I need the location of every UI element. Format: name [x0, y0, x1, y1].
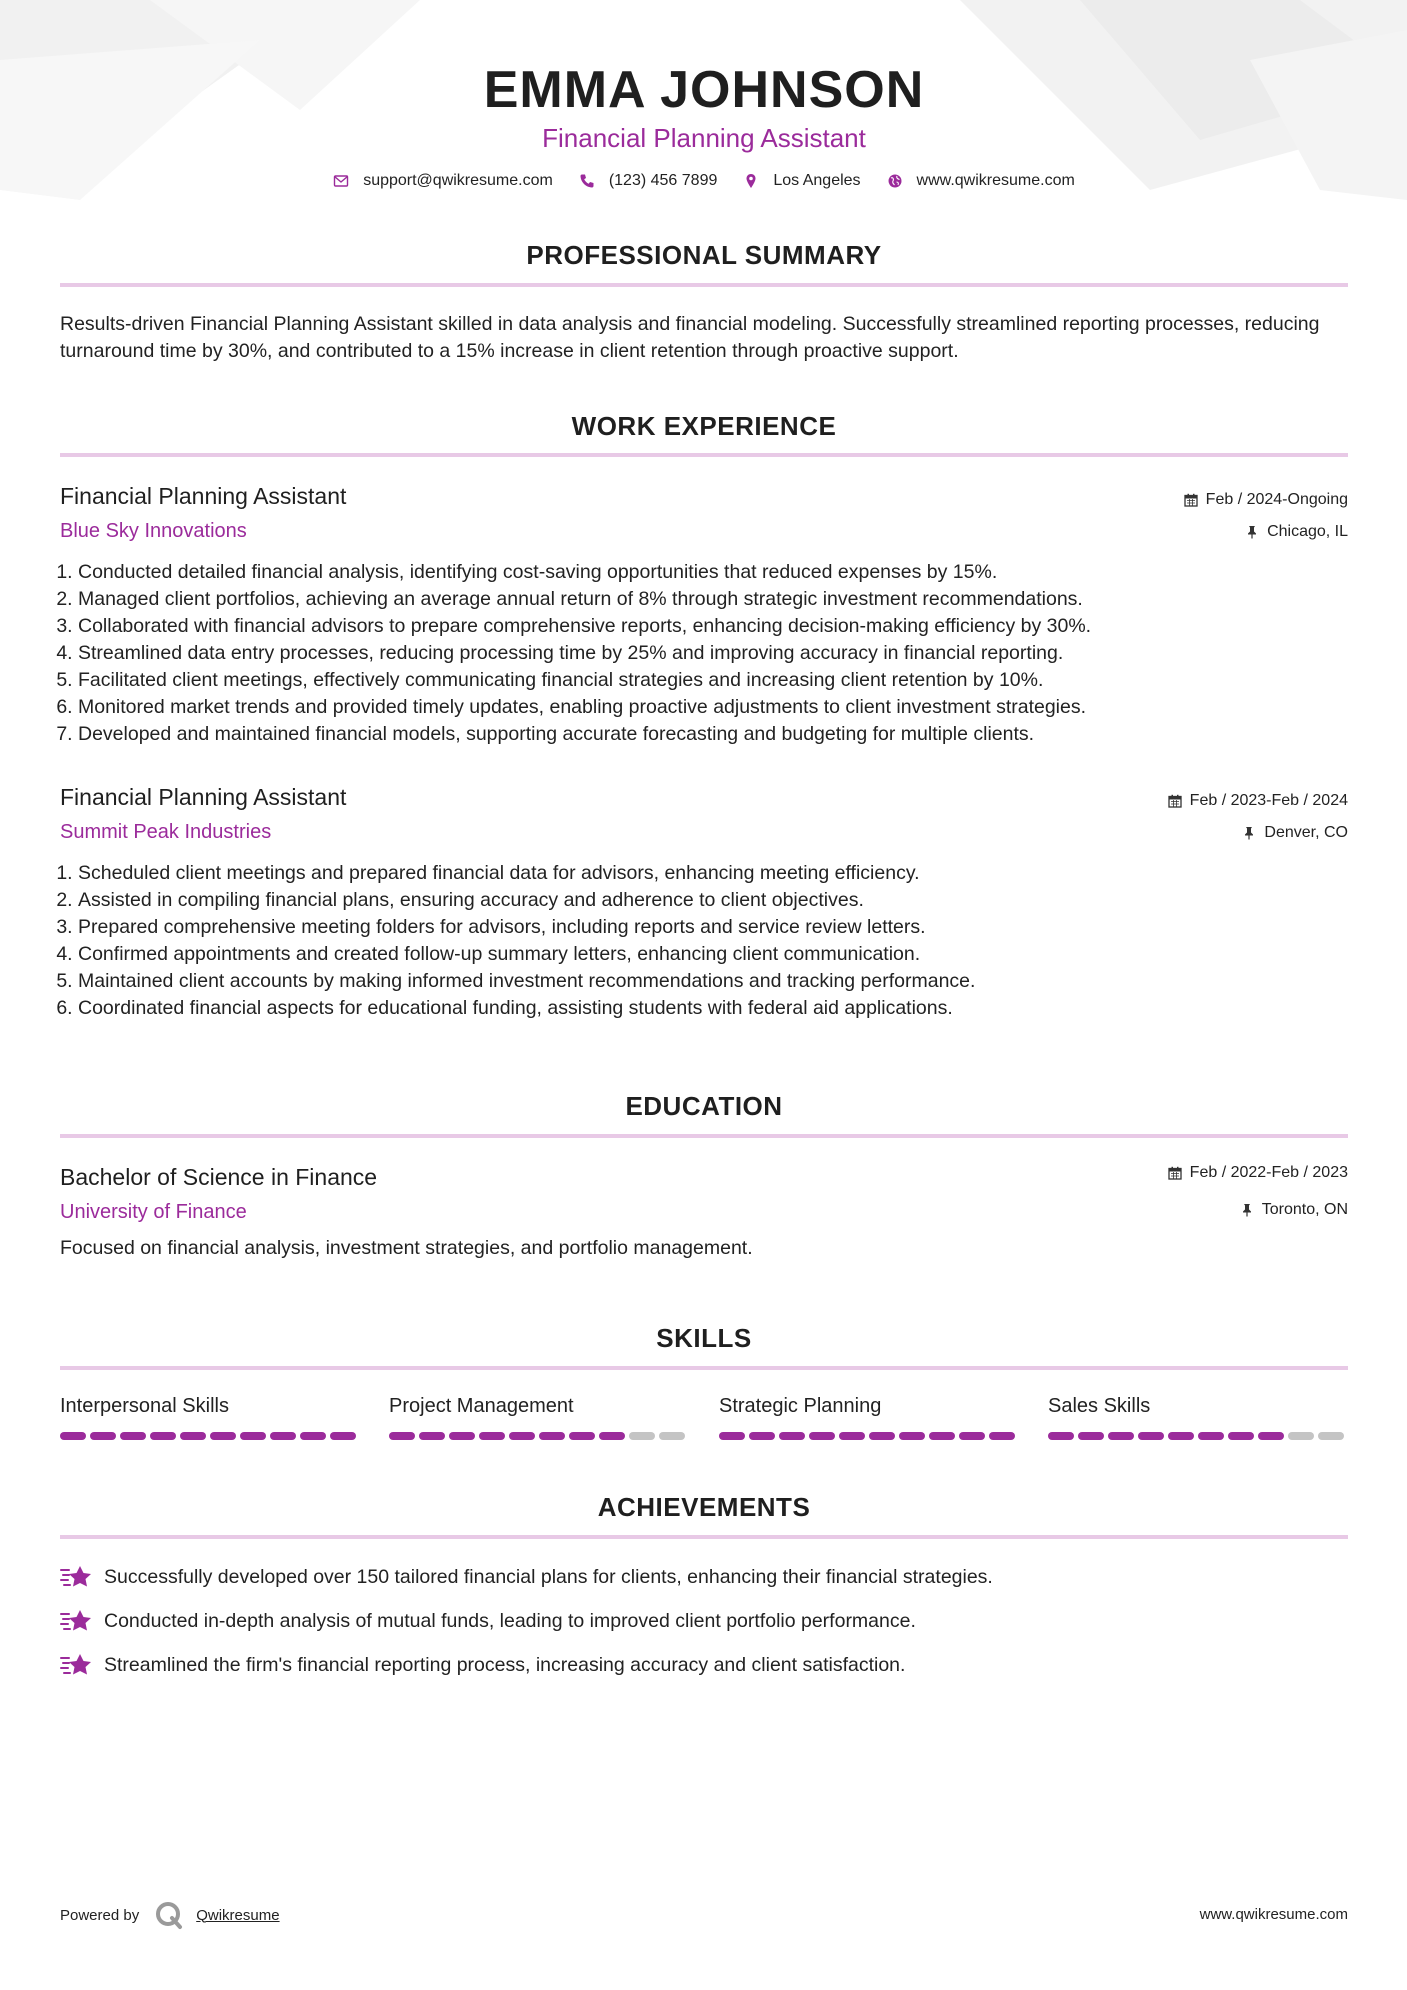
list-item: 3. Prepared comprehensive meeting folders for advisors, including reports and service review letters.	[78, 914, 1348, 941]
skill-segment-filled	[449, 1432, 475, 1440]
job-dates-text: Feb / 2024-Ongoing	[1205, 491, 1348, 508]
skill-name: Strategic Planning	[719, 1395, 882, 1417]
skill-segment-filled	[989, 1432, 1015, 1440]
pushpin-icon	[1245, 525, 1259, 539]
skill-segment-empty	[629, 1432, 655, 1440]
contact-website-text: www.qwikresume.com	[916, 172, 1075, 189]
skill-segment-filled	[869, 1432, 895, 1440]
footer-website-link[interactable]: www.qwikresume.com	[1199, 1906, 1348, 1923]
job-responsibilities	[60, 559, 1348, 748]
footer-powered-by	[60, 1900, 280, 1930]
envelope-icon	[333, 173, 349, 189]
skill-segment-filled	[749, 1432, 775, 1440]
education-degree: Bachelor of Science in Finance	[60, 1164, 378, 1190]
skill-segment-filled	[839, 1432, 865, 1440]
list-item: 6. Monitored market trends and provided timely updates, enabling proactive adjustments to client investment strategies.	[78, 694, 1348, 721]
skills-section-title: SKILLS	[656, 1323, 752, 1353]
skill-name: Sales Skills	[1048, 1395, 1151, 1417]
phone-icon	[579, 173, 595, 189]
list-item: 2. Assisted in compiling financial plans, ensuring accuracy and adherence to client objectives.	[78, 887, 1348, 914]
contact-location-text: Los Angeles	[773, 172, 861, 189]
skill-segment-filled	[150, 1432, 176, 1440]
skill-item	[1048, 1392, 1348, 1440]
skill-segment-filled	[180, 1432, 206, 1440]
skill-name: Interpersonal Skills	[60, 1395, 229, 1417]
skill-segment-empty	[1318, 1432, 1344, 1440]
work-section-title: WORK EXPERIENCE	[571, 411, 837, 441]
skill-segment-empty	[659, 1432, 685, 1440]
skill-segment-filled	[240, 1432, 266, 1440]
summary-text: Results-driven Financial Planning Assistant skilled in data analysis and financial modeling. Successfully streamlined reporting processes, reducing turnaround time by 30%, and contributed to a 15% increase in client retention through proactive support.	[60, 313, 1320, 362]
skill-item	[389, 1392, 689, 1440]
list-item: 5. Maintained client accounts by making informed investment recommendations and tracking performance.	[78, 968, 1348, 995]
globe-icon	[887, 173, 903, 189]
skill-segment-filled	[210, 1432, 236, 1440]
list-item: 2. Managed client portfolios, achieving an average annual return of 8% through strategic investment recommendations.	[78, 586, 1348, 613]
job-title: Financial Planning Assistant	[60, 483, 347, 509]
education-section-title: EDUCATION	[625, 1091, 783, 1121]
pushpin-icon	[1240, 1203, 1254, 1217]
summary-section-title: PROFESSIONAL SUMMARY	[526, 240, 882, 270]
calendar-icon	[1168, 1166, 1182, 1180]
shooting-star-icon	[60, 1651, 94, 1679]
skill-segment-filled	[300, 1432, 326, 1440]
pushpin-icon	[1242, 826, 1256, 840]
list-item: 5. Facilitated client meetings, effectively communicating financial strategies and increasing client retention by 10%.	[78, 667, 1348, 694]
skill-segment-filled	[1138, 1432, 1164, 1440]
list-item: 7. Developed and maintained financial models, supporting accurate forecasting and budgeting for multiple clients.	[78, 721, 1348, 748]
skill-segment-filled	[929, 1432, 955, 1440]
list-item: 1. Conducted detailed financial analysis, identifying cost-saving opportunities that reduced expenses by 15%.	[78, 559, 1348, 586]
candidate-role: Financial Planning Assistant	[542, 123, 866, 153]
calendar-icon	[1184, 493, 1198, 507]
summary-divider	[60, 283, 1348, 287]
skill-segment-filled	[539, 1432, 565, 1440]
skill-segment-filled	[809, 1432, 835, 1440]
skill-segment-filled	[120, 1432, 146, 1440]
job-title: Financial Planning Assistant	[60, 784, 347, 810]
job-company: Blue Sky Innovations	[60, 520, 247, 542]
skill-segment-filled	[270, 1432, 296, 1440]
skills-divider	[60, 1366, 1348, 1370]
skill-level-bar	[60, 1432, 360, 1440]
contact-email-text: support@qwikresume.com	[363, 172, 553, 189]
contact-website[interactable]	[887, 172, 1075, 190]
job-location	[1242, 822, 1348, 844]
contact-phone[interactable]	[579, 172, 718, 190]
skill-item	[719, 1392, 1019, 1440]
skill-segment-filled	[1048, 1432, 1074, 1440]
achievements-section-title: ACHIEVEMENTS	[597, 1492, 811, 1522]
skill-segment-filled	[1108, 1432, 1134, 1440]
achievement-text: Streamlined the firm's financial reporting process, increasing accuracy and client satisfaction.	[104, 1653, 906, 1676]
skill-segment-filled	[959, 1432, 985, 1440]
achievement-item	[60, 1607, 916, 1635]
skill-segment-filled	[1078, 1432, 1104, 1440]
education-location	[1240, 1199, 1348, 1221]
achievement-item	[60, 1563, 993, 1591]
shooting-star-icon	[60, 1607, 94, 1635]
footer-brand-link[interactable]: Qwikresume	[196, 1906, 280, 1924]
skill-level-bar	[1048, 1432, 1348, 1440]
skill-item	[60, 1392, 360, 1440]
job-dates	[1168, 790, 1348, 812]
skill-segment-filled	[569, 1432, 595, 1440]
job-responsibilities	[60, 860, 1348, 1022]
education-school: University of Finance	[60, 1201, 247, 1223]
contact-phone-text: (123) 456 7899	[608, 172, 718, 189]
skill-segment-filled	[389, 1432, 415, 1440]
contact-bar	[60, 172, 1348, 190]
list-item: 3. Collaborated with financial advisors to prepare comprehensive reports, enhancing decision-making efficiency by 30%.	[78, 613, 1348, 640]
education-description: Focused on financial analysis, investment strategies, and portfolio management.	[60, 1237, 753, 1259]
education-location-text: Toronto, ON	[1261, 1201, 1348, 1218]
skill-name: Project Management	[389, 1395, 574, 1417]
map-pin-icon	[743, 173, 759, 189]
skill-segment-filled	[509, 1432, 535, 1440]
education-dates-text: Feb / 2022-Feb / 2023	[1189, 1164, 1348, 1181]
job-company: Summit Peak Industries	[60, 821, 272, 843]
achievement-text: Conducted in-depth analysis of mutual funds, leading to improved client portfolio performance.	[104, 1609, 916, 1632]
list-item: 1. Scheduled client meetings and prepared financial data for advisors, enhancing meeting efficiency.	[78, 860, 1348, 887]
list-item: 6. Coordinated financial aspects for educational funding, assisting students with federal aid applications.	[78, 995, 1348, 1022]
contact-location	[743, 172, 860, 190]
skill-segment-filled	[779, 1432, 805, 1440]
skill-level-bar	[719, 1432, 1019, 1440]
job-location-text: Denver, CO	[1264, 824, 1348, 841]
skill-segment-filled	[60, 1432, 86, 1440]
education-dates	[1168, 1162, 1348, 1184]
job-location	[1245, 521, 1348, 543]
skill-segment-filled	[479, 1432, 505, 1440]
achievement-item	[60, 1651, 905, 1679]
skill-segment-filled	[599, 1432, 625, 1440]
skill-segment-filled	[899, 1432, 925, 1440]
achievement-text: Successfully developed over 150 tailored financial plans for clients, enhancing their financial strategies.	[104, 1565, 993, 1588]
footer-powered-label: Powered by	[60, 1906, 140, 1924]
skill-segment-filled	[719, 1432, 745, 1440]
list-item: 4. Streamlined data entry processes, reducing processing time by 25% and improving accuracy in financial reporting.	[78, 640, 1348, 667]
contact-email[interactable]	[333, 172, 553, 190]
skill-segment-empty	[1288, 1432, 1314, 1440]
skill-segment-filled	[1228, 1432, 1254, 1440]
job-location-text: Chicago, IL	[1267, 523, 1348, 540]
skill-segment-filled	[419, 1432, 445, 1440]
skill-segment-filled	[90, 1432, 116, 1440]
qwikresume-logo-icon	[154, 1900, 184, 1930]
job-dates-text: Feb / 2023-Feb / 2024	[1189, 792, 1348, 809]
skill-level-bar	[389, 1432, 689, 1440]
shooting-star-icon	[60, 1563, 94, 1591]
list-item: 4. Confirmed appointments and created follow-up summary letters, enhancing client communication.	[78, 941, 1348, 968]
education-divider	[60, 1134, 1348, 1138]
skill-segment-filled	[1168, 1432, 1194, 1440]
achievements-divider	[60, 1535, 1348, 1539]
skill-segment-filled	[1258, 1432, 1284, 1440]
job-dates	[1184, 489, 1348, 511]
skill-segment-filled	[1198, 1432, 1224, 1440]
candidate-name: EMMA JOHNSON	[483, 61, 925, 119]
calendar-icon	[1168, 794, 1182, 808]
work-divider	[60, 453, 1348, 457]
skill-segment-filled	[330, 1432, 356, 1440]
